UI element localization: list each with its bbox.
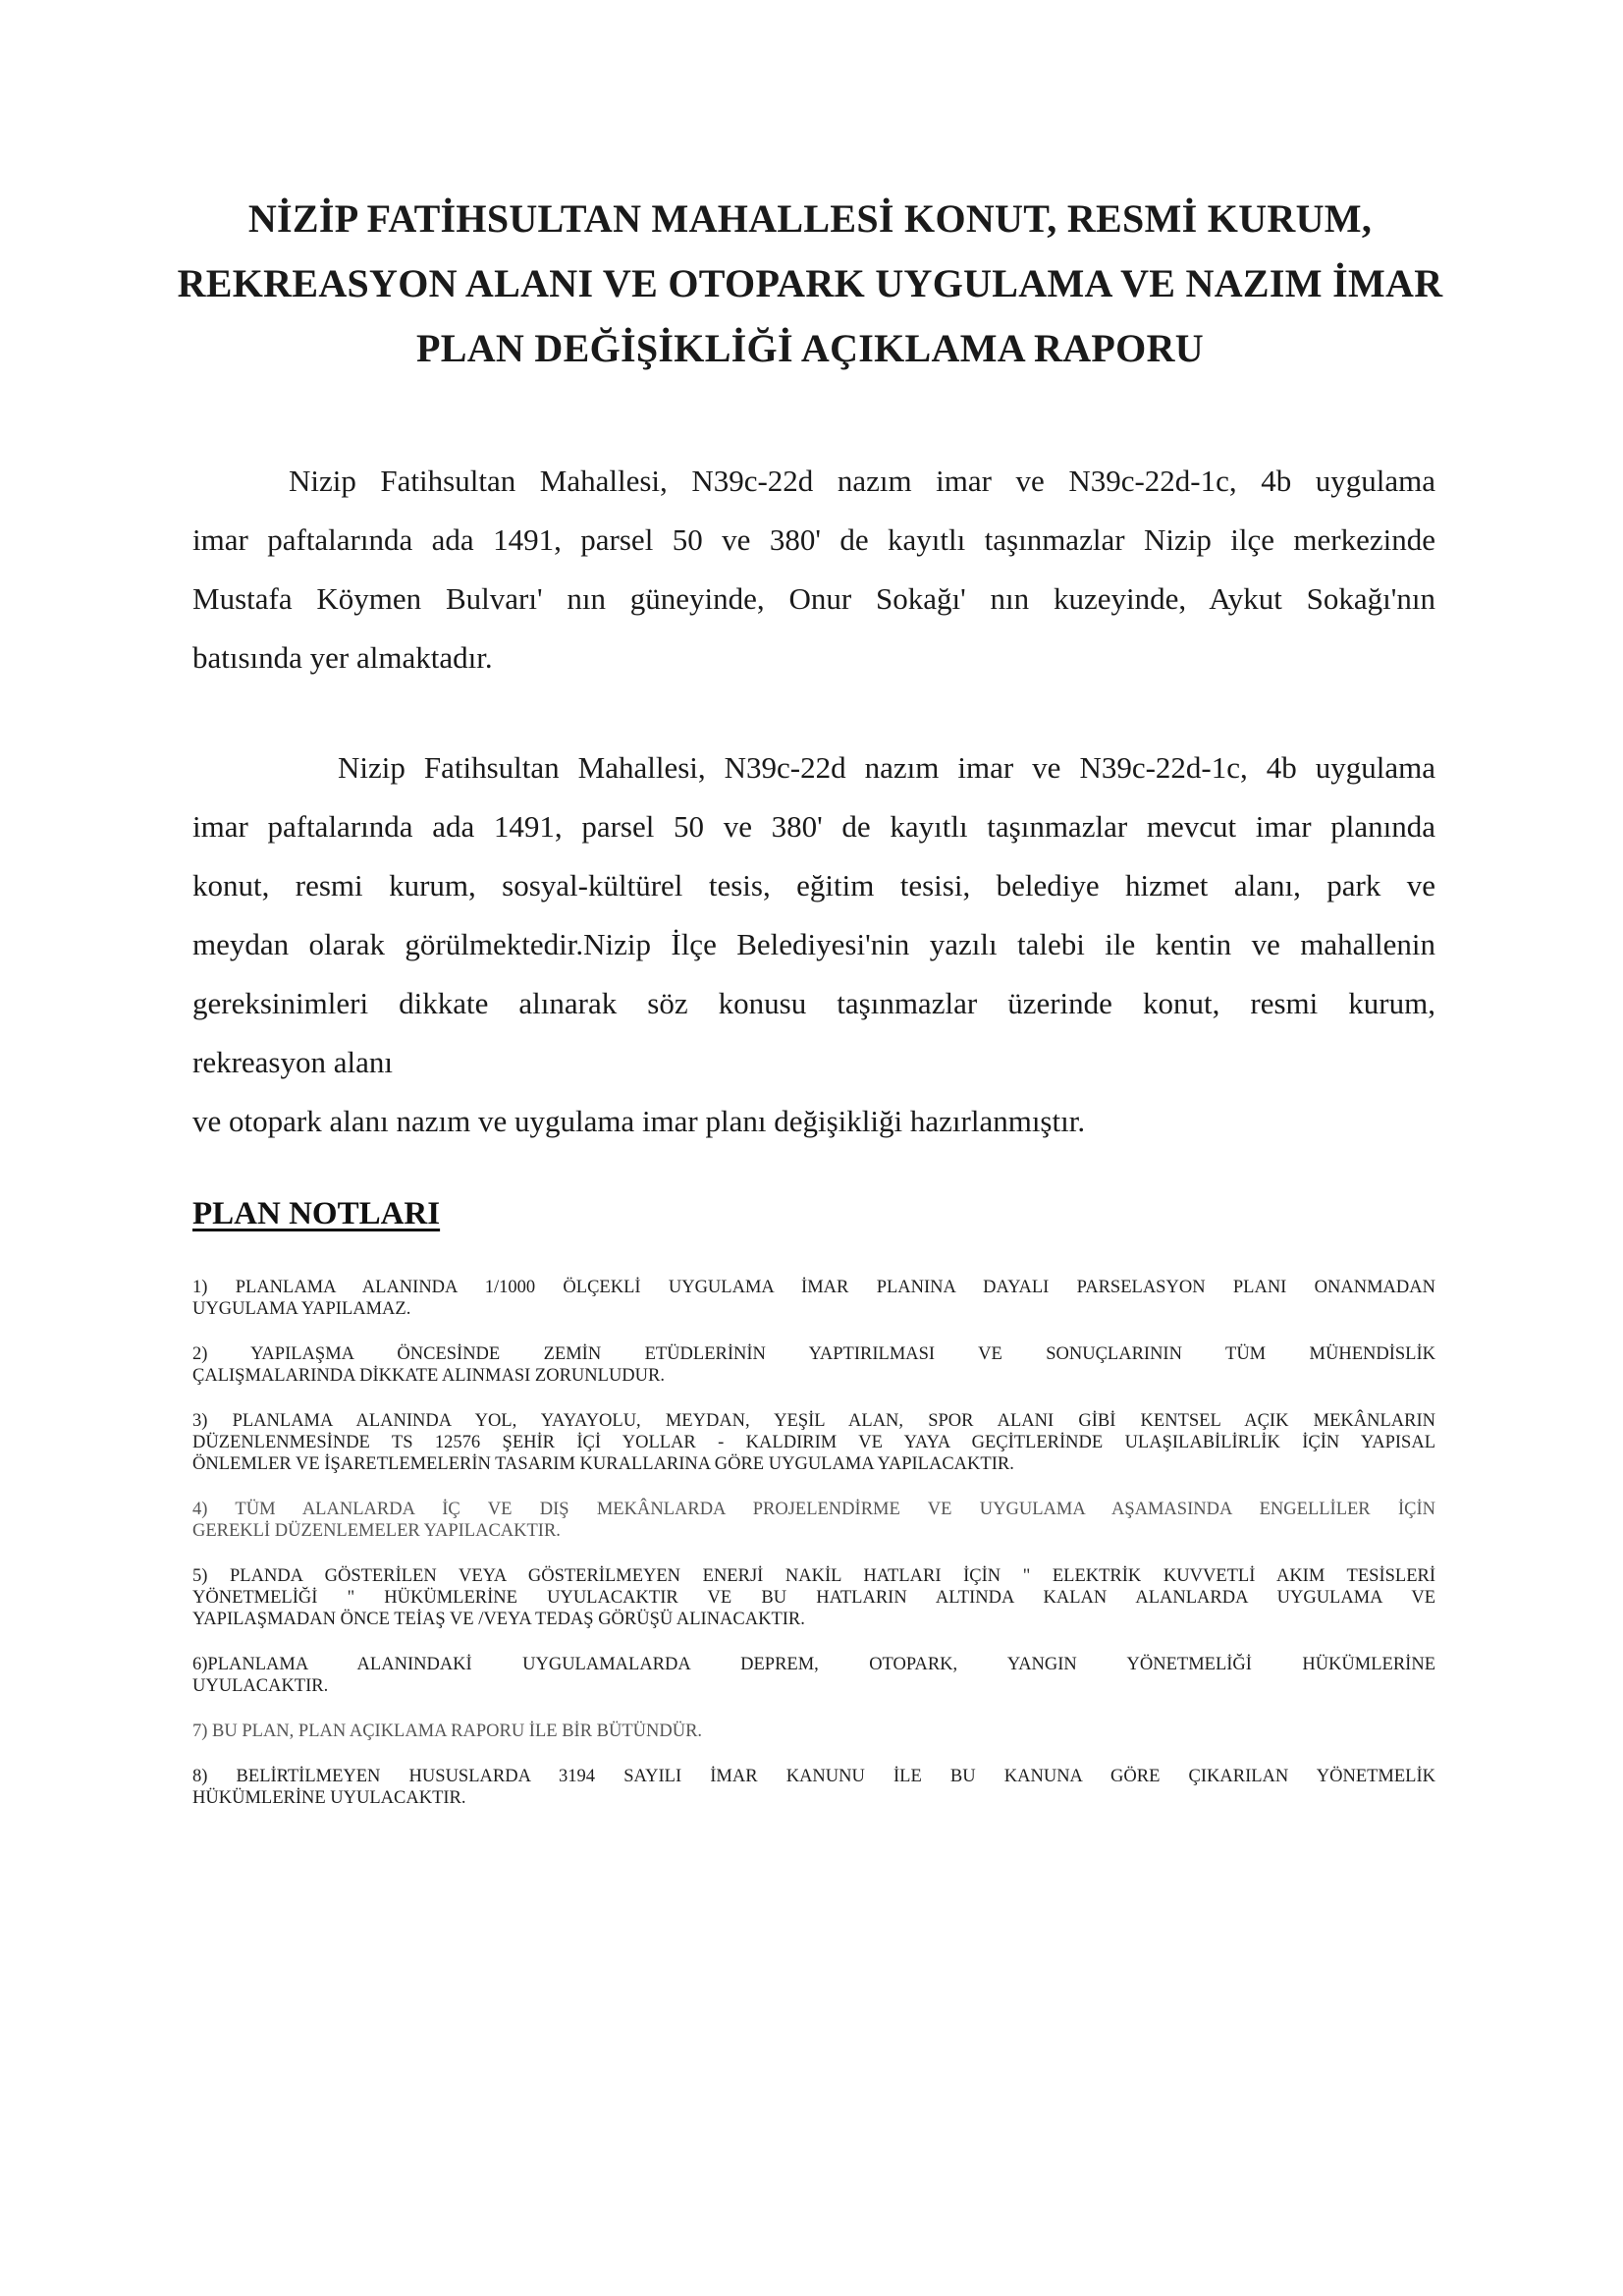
- note-line: YAPILAŞMADAN ÖNCE TEİAŞ VE /VEYA TEDAŞ GÖRÜŞÜ ALINACAKTIR.: [192, 1610, 805, 1629]
- paragraph-line: Nizip Fatihsultan Mahallesi, N39c-22d nazım imar ve N39c-22d-1c, 4b uygulama: [289, 464, 1435, 498]
- document-title: [177, 187, 1443, 381]
- note-line: 1) PLANLAMA ALANINDA 1/1000 ÖLÇEKLİ UYGULAMA İMAR PLANINA DAYALI PARSELASYON PLANI ONANMADAN: [192, 1278, 1435, 1297]
- paragraph-line: batısında yer almaktadır.: [192, 640, 493, 675]
- paragraph-line: ve otopark alanı nazım ve uygulama imar planı değişikliği hazırlanmıştır.: [192, 1104, 1086, 1138]
- note-line: 7) BU PLAN, PLAN AÇIKLAMA RAPORU İLE BİR BÜTÜNDÜR.: [192, 1722, 703, 1741]
- paragraph-line: imar paftalarında ada 1491, parsel 50 ve 380' de kayıtlı taşınmazlar mevcut imar planında: [192, 809, 1435, 844]
- note-line: ÖNLEMLER VE İŞARETLEMELERİN TASARIM KURALLARINA GÖRE UYGULAMA YAPILACAKTIR.: [192, 1454, 1014, 1474]
- title-line: REKREASYON ALANI VE OTOPARK UYGULAMA VE NAZIM İMAR: [177, 261, 1443, 305]
- note-line: GEREKLİ DÜZENLEMELER YAPILACAKTIR.: [192, 1521, 561, 1541]
- plan-note: [192, 1654, 1435, 1697]
- note-line: ÇALIŞMALARINDA DİKKATE ALINMASI ZORUNLUDUR.: [192, 1366, 665, 1386]
- paragraph-line: gereksinimleri dikkate alınarak söz konusu taşınmazlar üzerinde konut, resmi kurum,: [192, 986, 1435, 1020]
- paragraph-line: konut, resmi kurum, sosyal-kültürel tesis, eğitim tesisi, belediye hizmet alanı, park ve: [192, 868, 1435, 902]
- title-line: NİZİP FATİHSULTAN MAHALLESİ KONUT, RESMİ KURUM,: [247, 196, 1373, 241]
- note-line: 2) YAPILAŞMA ÖNCESİNDE ZEMİN ETÜDLERİNİN YAPTIRILMASI VE SONUÇLARININ TÜM MÜHENDİSLİK: [192, 1344, 1435, 1364]
- note-line: 5) PLANDA GÖSTERİLEN VEYA GÖSTERİLMEYEN ENERJİ NAKİL HATLARI İÇİN " ELEKTRİK KUVVETLİ AKIM TESİSLERİ: [192, 1566, 1435, 1586]
- note-line: 3) PLANLAMA ALANINDA YOL, YAYAYOLU, MEYDAN, YEŞİL ALAN, SPOR ALANI GİBİ KENTSEL AÇIK MEKÂNLARIN: [192, 1411, 1435, 1431]
- paragraph-description: [192, 738, 1435, 1151]
- title-line: PLAN DEĞİŞİKLİĞİ AÇIKLAMA RAPORU: [416, 326, 1204, 370]
- paragraph-line: Mustafa Köymen Bulvarı' nın güneyinde, Onur Sokağı' nın kuzeyinde, Aykut Sokağı'nın: [192, 581, 1435, 616]
- note-line: YÖNETMELİĞİ " HÜKÜMLERİNE UYULACAKTIR VE BU HATLARIN ALTINDA KALAN ALANLARDA UYGULAMA VE: [192, 1588, 1435, 1608]
- plan-note: [192, 1565, 1435, 1630]
- note-line: DÜZENLENMESİNDE TS 12576 ŞEHİR İÇİ YOLLAR - KALDIRIM VE YAYA GEÇİTLERİNDE ULAŞILABİLİRLİK İÇİN YAPISAL: [192, 1433, 1435, 1452]
- plan-notes-list: [192, 1277, 1435, 1832]
- note-line: 4) TÜM ALANLARDA İÇ VE DIŞ MEKÂNLARDA PROJELENDİRME VE UYGULAMA AŞAMASINDA ENGELLİLER İÇİN: [192, 1500, 1435, 1519]
- note-line: 6)PLANLAMA ALANINDAKİ UYGULAMALARDA DEPREM, OTOPARK, YANGIN YÖNETMELİĞİ HÜKÜMLERİNE: [192, 1655, 1435, 1674]
- plan-note: [192, 1343, 1435, 1387]
- note-line: UYULACAKTIR.: [192, 1676, 329, 1696]
- plan-notes-heading: PLAN NOTLARI: [192, 1196, 441, 1231]
- note-line: UYGULAMA YAPILAMAZ.: [192, 1299, 411, 1319]
- paragraph-line: rekreasyon alanı: [192, 1045, 393, 1079]
- paragraph-location: [192, 452, 1435, 687]
- paragraph-line: Nizip Fatihsultan Mahallesi, N39c-22d nazım imar ve N39c-22d-1c, 4b uygulama: [338, 750, 1435, 785]
- paragraph-line: meydan olarak görülmektedir.Nizip İlçe Belediyesi'nin yazılı talebi ile kentin ve mahallenin: [192, 927, 1435, 961]
- note-line: HÜKÜMLERİNE UYULACAKTIR.: [192, 1788, 466, 1808]
- plan-note: [192, 1721, 1435, 1742]
- plan-note: [192, 1277, 1435, 1320]
- plan-note: [192, 1766, 1435, 1809]
- note-line: 8) BELİRTİLMEYEN HUSUSLARDA 3194 SAYILI İMAR KANUNU İLE BU KANUNA GÖRE ÇIKARILAN YÖNETMELİK: [192, 1767, 1435, 1786]
- plan-note: [192, 1499, 1435, 1542]
- paragraph-line: imar paftalarında ada 1491, parsel 50 ve 380' de kayıtlı taşınmazlar Nizip ilçe merkezinde: [192, 522, 1435, 557]
- plan-note: [192, 1410, 1435, 1475]
